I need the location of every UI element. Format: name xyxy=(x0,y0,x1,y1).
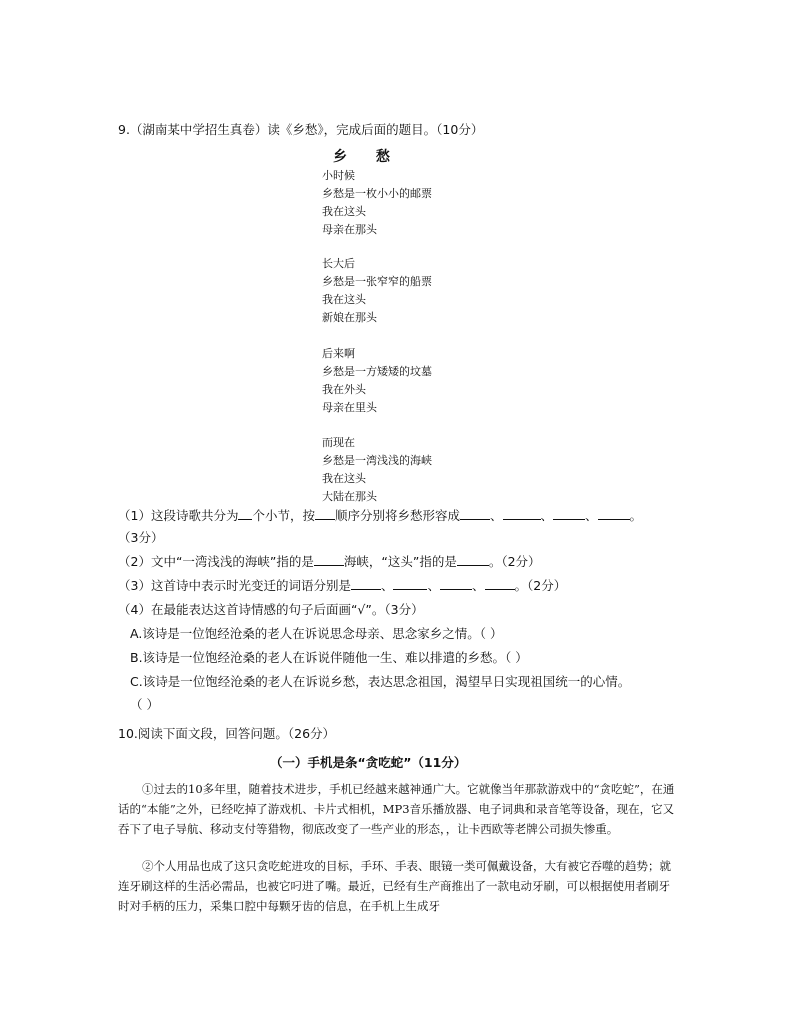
option-c-paren[interactable]: （ ） xyxy=(130,697,159,712)
answer-blank[interactable] xyxy=(503,507,541,520)
poem-line: 母亲在那头 xyxy=(322,223,377,236)
poem-line: 我在这头 xyxy=(322,205,366,218)
q9-header: 9.（湖南某中学招生真卷）读《乡愁》，完成后面的题目。（10分） xyxy=(118,122,484,137)
answer-blank[interactable] xyxy=(598,507,630,520)
answer-blank[interactable] xyxy=(238,507,252,520)
poem-line: 我在外头 xyxy=(322,383,366,396)
option-c[interactable]: C.该诗是一位饱经沧桑的老人在诉说乡愁，表达思念祖国，渴望早日实现祖国统一的心情。 xyxy=(130,674,631,689)
paragraph-2: ②个人用品也成了这只贪吃蛇进攻的目标，手环、手表、眼镜一类可佩戴设备，大有被它吞噬的趋势；就连牙刷这样的生活必需品，也被它叼进了嘴。最近，已经有生产商推出了一款电动牙刷，可以根据使用者刷牙时对手柄的压力，采集口腔中每颗牙齿的信息，在手机上生成牙 xyxy=(118,859,671,913)
poem-line: 新娘在那头 xyxy=(322,311,377,324)
option-a[interactable]: A.该诗是一位饱经沧桑的老人在诉说思念母亲、思念家乡之情。（ ） xyxy=(130,626,503,641)
poem-line: 而现在 xyxy=(322,436,355,449)
poem-line: 我在这头 xyxy=(322,293,366,306)
question-4: （4）在最能表达这首诗情感的句子后面画“√”。（3分） xyxy=(118,602,424,617)
question-1: （1）这段诗歌共分为 个小节，按 顺序分别将乡愁形容成 、 、 、 。 xyxy=(118,508,643,523)
q10-header: 10.阅读下面文段，回答问题。（26分） xyxy=(118,726,336,741)
poem-line: 乡愁是一枚小小的邮票 xyxy=(322,187,432,200)
poem-line: 乡愁是一张窄窄的船票 xyxy=(322,275,432,288)
answer-blank[interactable] xyxy=(485,577,515,590)
answer-blank[interactable] xyxy=(393,577,427,590)
option-b[interactable]: B.该诗是一位饱经沧桑的老人在诉说伴随他一生、难以排遣的乡愁。（ ） xyxy=(130,650,528,665)
poem-line: 后来啊 xyxy=(322,347,355,360)
poem-line: 母亲在里头 xyxy=(322,401,377,414)
answer-blank[interactable] xyxy=(315,507,335,520)
answer-blank[interactable] xyxy=(440,577,472,590)
poem-line: 小时候 xyxy=(322,169,355,182)
answer-blank[interactable] xyxy=(351,577,381,590)
poem-line: 长大后 xyxy=(322,257,355,270)
question-1-score: （3分） xyxy=(118,530,164,545)
poem-title: 乡 愁 xyxy=(333,149,402,165)
answer-blank[interactable] xyxy=(314,553,344,566)
answer-blank[interactable] xyxy=(460,507,490,520)
answer-blank[interactable] xyxy=(553,507,585,520)
paragraph-1: ①过去的10多年里，随着技术进步，手机已经越来越神通广大。它就像当年那款游戏中的“贪吃蛇”，在通话的“本能”之外，已经吃掉了游戏机、卡片式相机，MP3音乐播放器、电子词典和录音笔等设备，现在，它又吞下了电子导航、移动支付等猎物，彻底改变了一些产业的形态，，让卡西欧等老牌公司损失惨重。 xyxy=(118,782,675,836)
section-title: （一）手机是条“贪吃蛇”（11分） xyxy=(270,755,467,770)
poem-line: 我在这头 xyxy=(322,472,366,485)
answer-blank[interactable] xyxy=(457,553,489,566)
poem-line: 乡愁是一方矮矮的坟墓 xyxy=(322,365,432,378)
question-2: （2）文中“一湾浅浅的海峡”指的是 海峡，“这头”指的是 。（2分） xyxy=(118,554,541,569)
question-3: （3）这首诗中表示时光变迁的词语分别是 、 、 、 。（2分） xyxy=(118,578,567,593)
poem-line: 乡愁是一湾浅浅的海峡 xyxy=(322,454,432,467)
poem-line: 大陆在那头 xyxy=(322,490,377,503)
